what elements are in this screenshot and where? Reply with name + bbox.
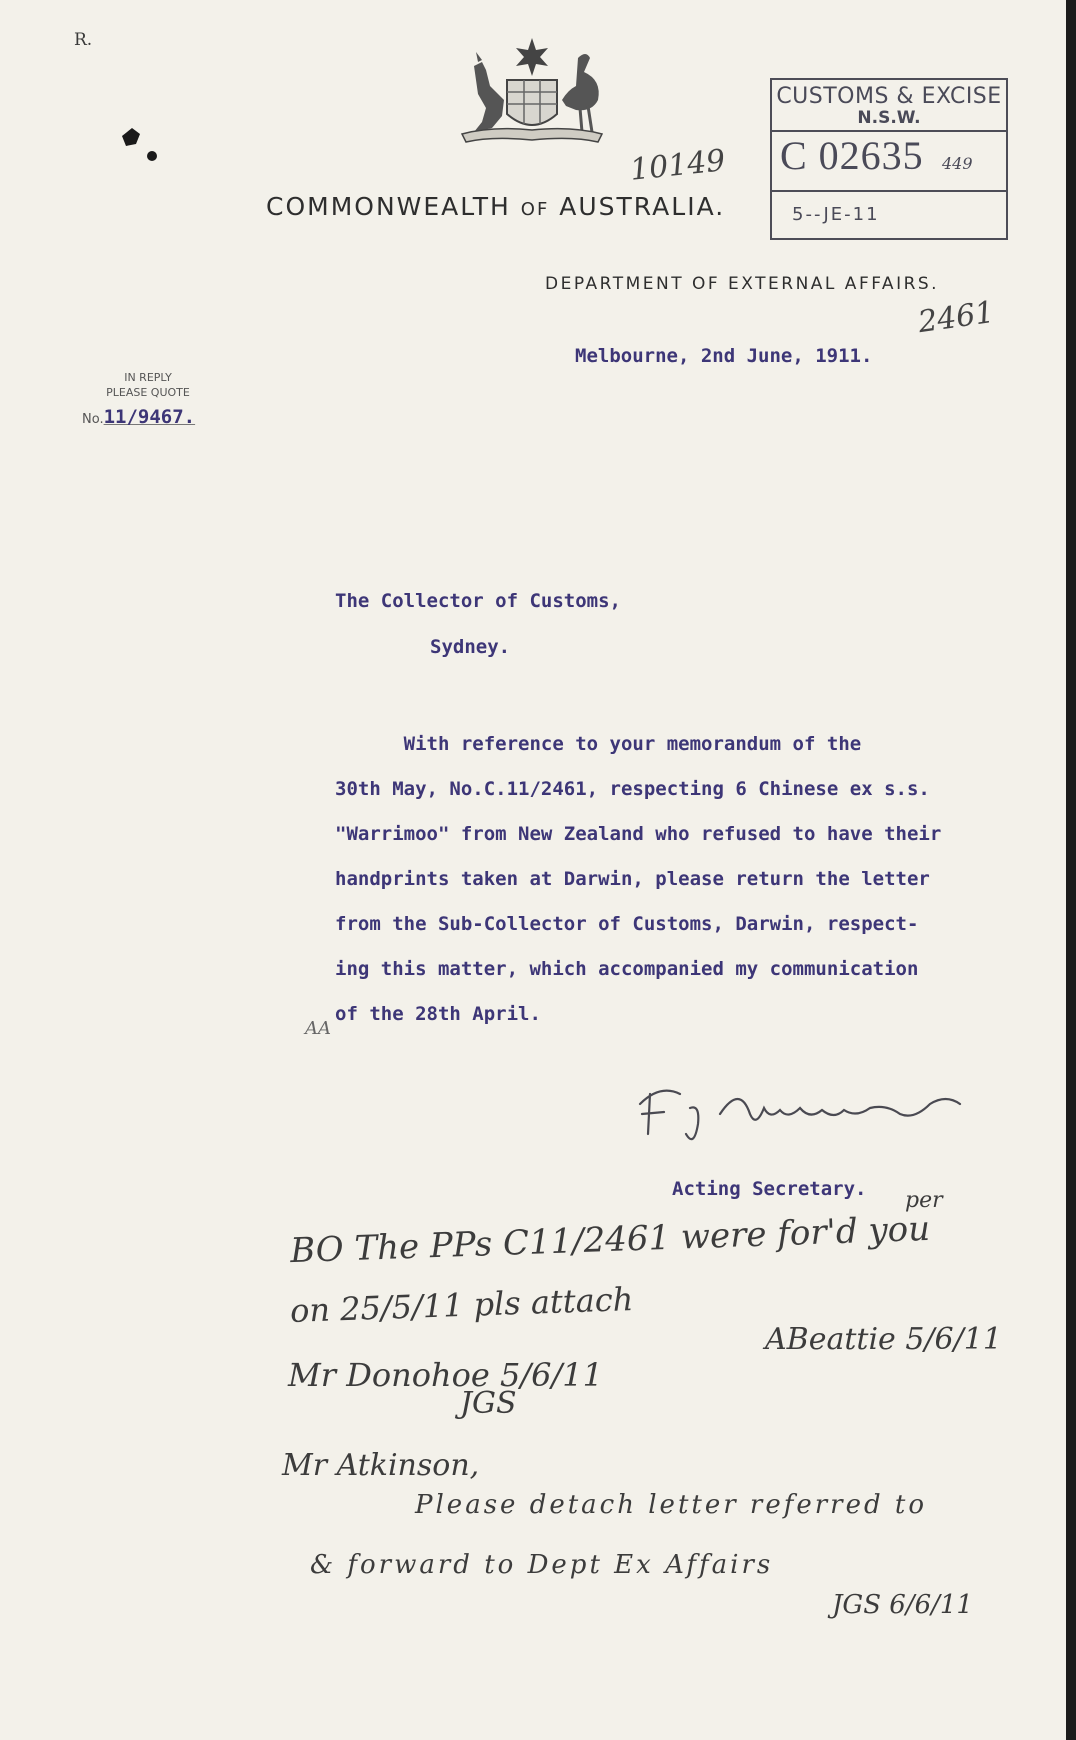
stamp-divider	[772, 190, 1006, 192]
addressee-line-2: Sydney.	[430, 636, 511, 658]
stamp-title: CUSTOMS & EXCISE	[776, 84, 1002, 109]
letterhead-title-part1: COMMONWEALTH	[266, 192, 511, 221]
reply-label-line1: IN REPLY	[124, 371, 172, 384]
reply-number	[82, 406, 195, 428]
letterhead-title-of: OF	[520, 199, 550, 220]
handwritten-reference: 2461	[915, 294, 997, 341]
letterhead-title	[266, 192, 725, 221]
annotation-line: & forward to Dept Ex Affairs	[310, 1550, 774, 1580]
department-name: DEPARTMENT OF EXTERNAL AFFAIRS.	[545, 274, 940, 294]
place-date: Melbourne, 2nd June, 1911.	[575, 345, 873, 367]
stamp-number-annotation: 449	[942, 154, 973, 173]
body-line: With reference to your memorandum of the	[335, 733, 862, 755]
reply-number-value: 11/9467.	[103, 406, 196, 428]
margin-mark: AA	[305, 1018, 331, 1039]
letterhead-title-part2: AUSTRALIA.	[559, 192, 726, 221]
body-line: of the 28th April.	[335, 1003, 541, 1025]
annotation-line: BO The PPs C11/2461 were for'd you	[289, 1208, 931, 1272]
annotation-initials: ABeattie 5/6/11	[765, 1322, 1002, 1357]
coat-of-arms-icon	[452, 36, 612, 151]
annotation-line: Mr Donohoe 5/6/11	[288, 1356, 604, 1394]
handwritten-number: 10149	[628, 143, 728, 188]
stamp-date: 5--JE-11	[792, 204, 880, 225]
addressee-line-1: The Collector of Customs,	[335, 590, 621, 612]
stamp-state: N.S.W.	[857, 108, 921, 128]
ink-blot	[118, 126, 158, 162]
annotation-line: Mr Atkinson,	[282, 1448, 480, 1483]
body-line: 30th May, No.C.11/2461, respecting 6 Chinese ex s.s.	[335, 778, 930, 800]
reply-label-line2: PLEASE QUOTE	[106, 386, 190, 399]
annotation-superscript: per	[905, 1188, 943, 1213]
body-line: "Warrimoo" from New Zealand who refused to have their	[335, 823, 942, 845]
corner-mark: R.	[74, 30, 93, 50]
reply-label	[88, 370, 208, 400]
body-line: ing this matter, which accompanied my communication	[335, 958, 919, 980]
signature	[630, 1064, 990, 1154]
signatory-title: Acting Secretary.	[672, 1178, 867, 1200]
body-line: from the Sub-Collector of Customs, Darwin, respect-	[335, 913, 919, 935]
annotation-initials: JGS	[460, 1386, 517, 1421]
body-line: handprints taken at Darwin, please return the letter	[335, 868, 930, 890]
letter-body	[335, 722, 1055, 1037]
customs-stamp	[770, 78, 1008, 240]
stamp-number: C 02635	[780, 133, 924, 178]
annotation-line: Please detach letter referred to	[415, 1490, 927, 1520]
annotation-initials: JGS 6/6/11	[832, 1590, 973, 1620]
reply-number-label: No.	[82, 412, 104, 427]
annotation-line: on 25/5/11 pls attach	[289, 1280, 634, 1330]
